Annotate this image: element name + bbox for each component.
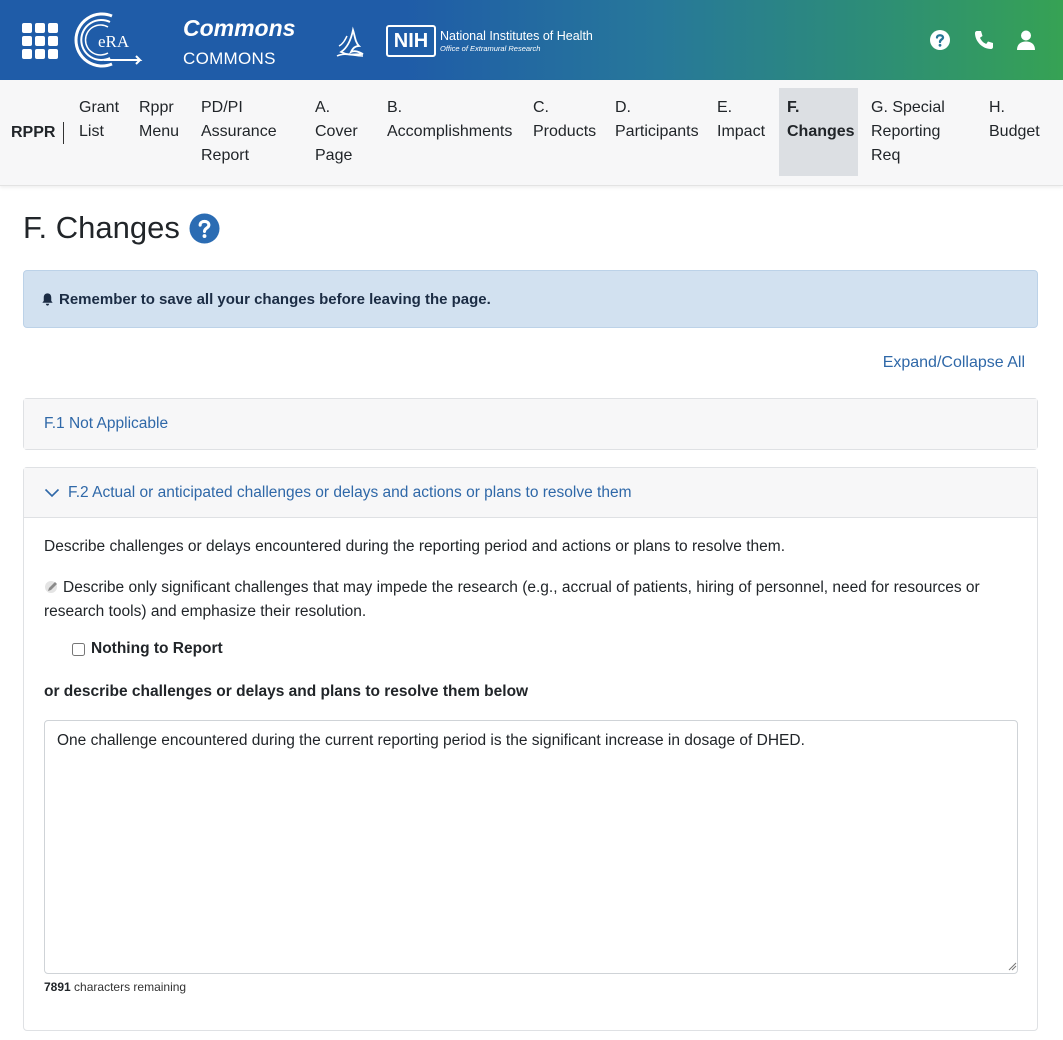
nih-office: Office of Extramural Research [440, 43, 541, 53]
bell-icon [40, 292, 55, 307]
tab-participants[interactable]: D. Participants [615, 99, 699, 140]
tab-accomplishments[interactable]: B. Accomplishments [387, 99, 513, 140]
nih-name: National Institutes of Health [440, 29, 593, 43]
tab-impact[interactable]: E. Impact [717, 99, 766, 140]
section-f2-header[interactable] [24, 468, 1037, 518]
nothing-to-report[interactable] [72, 640, 223, 658]
era-logo-text: eRA [98, 32, 130, 51]
nih-abbr: NIH [386, 25, 436, 57]
characters-remaining [44, 980, 186, 994]
top-header [0, 0, 1063, 80]
tab-special-reporting-req[interactable]: G. Special Reporting Req [871, 99, 945, 164]
describe-challenges-label: or describe challenges or delays and plans to resolve them below [44, 683, 529, 700]
app-title: Commons [183, 15, 296, 41]
era-logo[interactable] [74, 10, 146, 70]
section-f2-panel [23, 467, 1038, 1031]
chevron-down-icon [44, 485, 60, 501]
expand-collapse-all-link[interactable]: Expand/Collapse All [882, 354, 1025, 371]
hhs-eagle-icon [333, 22, 367, 60]
tab-products[interactable]: C. Products [533, 99, 597, 140]
page-title-text: F. Changes [23, 210, 180, 245]
section-f2-description: Describe challenges or delays encountered during the reporting period and actions or plans to resolve them. [44, 538, 785, 555]
nothing-to-report-label: Nothing to Report [91, 640, 223, 657]
user-icon[interactable] [1014, 28, 1038, 52]
help-icon[interactable] [189, 213, 220, 244]
alert-text: Remember to save all your changes before leaving the page. [59, 290, 491, 308]
tab-rppr-menu[interactable]: Rppr Menu [139, 99, 180, 140]
section-f2-hint-text: Describe only significant challenges that may impede the research (e.g., accrual of patients, hiring of personnel, need for resources or research tools) and emphasize their resolution. [44, 579, 980, 620]
pencil-hint-icon [44, 580, 60, 594]
tab-changes[interactable]: F. Changes [779, 88, 858, 176]
characters-remaining-count: 7891 [44, 980, 71, 994]
tab-grant-list[interactable]: Grant List [79, 99, 120, 140]
section-f2-hint [44, 576, 1019, 624]
tab-cover-page[interactable]: A. Cover Page [315, 99, 358, 164]
phone-icon[interactable] [972, 28, 996, 52]
tab-pdpi-assurance-report[interactable]: PD/PI Assurance Report [201, 99, 277, 164]
section-f1-panel [23, 398, 1038, 450]
section-f1-title: F.1 Not Applicable [44, 415, 169, 432]
section-f2-title: F.2 Actual or anticipated challenges or delays and actions or plans to resolve them [68, 483, 632, 501]
rppr-label: RPPR [11, 122, 64, 144]
tab-budget[interactable]: H. Budget [989, 99, 1040, 140]
resize-grip-icon[interactable] [1007, 961, 1017, 971]
section-f1-header[interactable] [24, 399, 1037, 449]
save-reminder-alert [23, 270, 1038, 328]
challenges-textarea[interactable] [44, 720, 1018, 974]
nih-logo[interactable] [386, 25, 593, 57]
help-icon[interactable] [928, 28, 952, 52]
characters-remaining-text: characters remaining [74, 980, 187, 994]
rppr-tab-nav [0, 80, 1063, 186]
page-title [23, 210, 220, 246]
apps-grid-icon[interactable] [22, 23, 58, 57]
app-subtitle: COMMONS [183, 49, 276, 68]
nothing-to-report-checkbox[interactable] [72, 643, 85, 656]
